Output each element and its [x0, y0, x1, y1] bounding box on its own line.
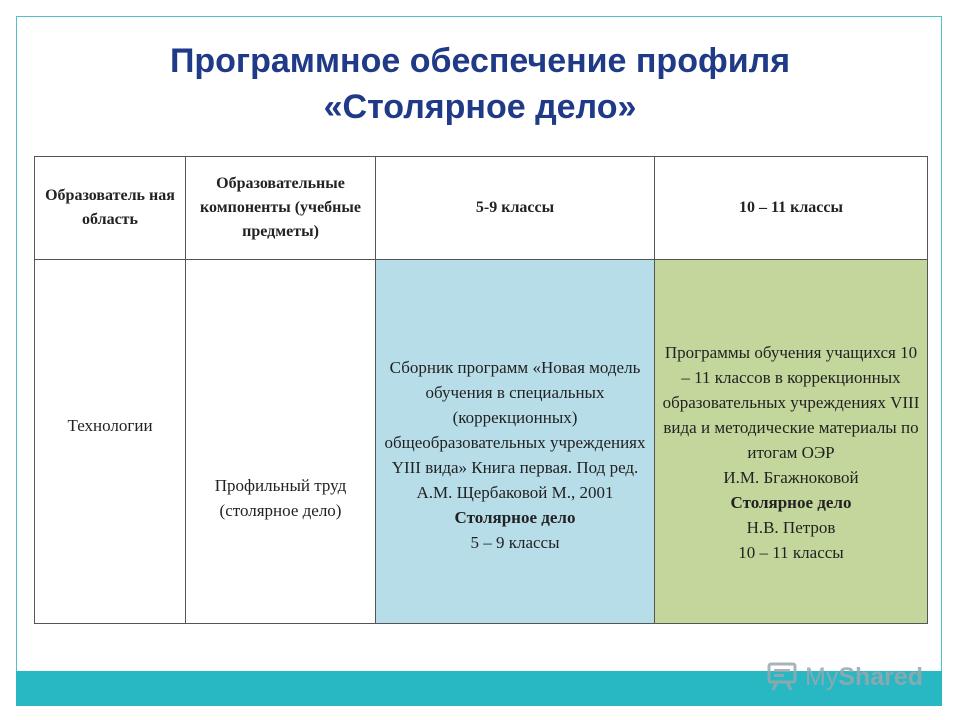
- title-line-1: Программное обеспечение профиля: [169, 42, 791, 80]
- header-row: [35, 157, 928, 260]
- program-10-11-editor: И.М. Бгажноковой: [723, 468, 859, 487]
- program-10-11-grades: 10 – 11 классы: [738, 543, 844, 562]
- table-row: [35, 260, 928, 624]
- header-grades-10-11: 10 – 11 классы: [655, 157, 928, 260]
- program-5-9-subject: Столярное дело: [454, 507, 576, 527]
- program-5-9-grades: 5 – 9 классы: [470, 532, 560, 552]
- program-10-11-author: Н.В. Петров: [746, 518, 836, 537]
- cell-grades-5-9: [376, 260, 655, 624]
- cell-component: [186, 260, 376, 624]
- program-5-9-text: Сборник программ «Новая модель обучения в специальных (коррекционных) общеобразовательных учреждениях YIII вида» Книга первая. Под ред. А.М. Щербаковой М., 2001: [384, 357, 646, 502]
- program-10-11-text: Программы обучения учащихся 10 – 11 классов в коррекционных образовательных учреждениях VIII вида и методические материалы по итогам ОЭР: [662, 343, 920, 462]
- software-table: [34, 156, 928, 624]
- watermark-text-bold: Shared: [838, 662, 924, 691]
- header-area: Образователь ная область: [35, 157, 186, 260]
- watermark-text: [805, 663, 923, 692]
- header-components: Образовательные компоненты (учебные предметы): [186, 157, 376, 260]
- area-text: Технологии: [67, 416, 153, 435]
- presentation-icon: [766, 662, 800, 692]
- program-10-11-subject: Столярное дело: [730, 493, 852, 512]
- watermark-text-light: My: [805, 662, 839, 691]
- component-text: Профильный труд (столярное дело): [214, 475, 347, 520]
- slide-title: [0, 38, 960, 130]
- cell-grades-10-11: [655, 260, 928, 624]
- header-grades-5-9: 5-9 классы: [376, 157, 655, 260]
- title-line-2: «Столярное дело»: [323, 88, 637, 126]
- cell-area: [35, 260, 186, 624]
- watermark-logo: [766, 660, 923, 694]
